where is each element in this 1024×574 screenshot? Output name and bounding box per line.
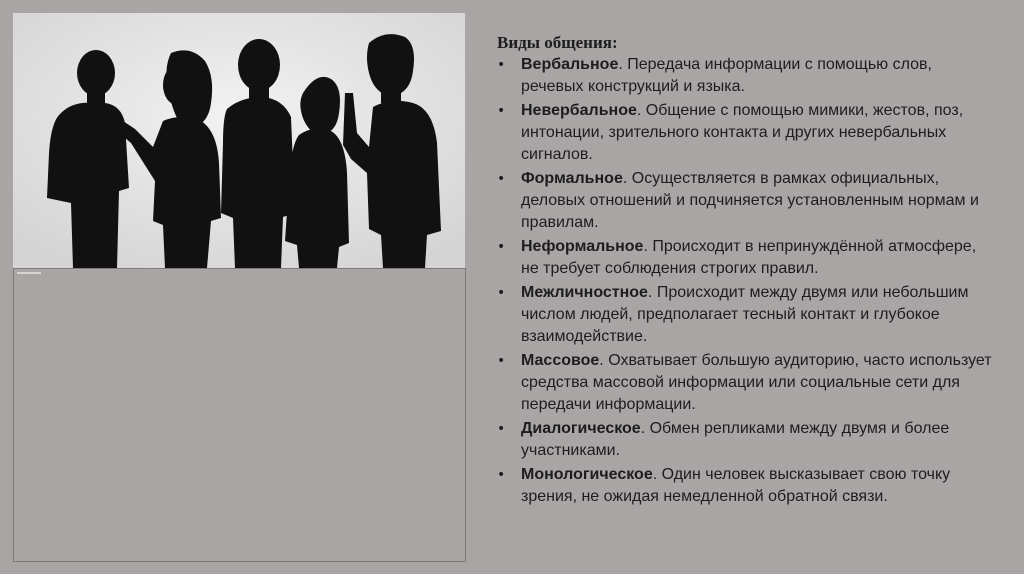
item-description: . Обмен репликами между двумя и более участниками. xyxy=(521,420,950,459)
item-term: Вербальное xyxy=(521,56,619,73)
empty-image-placeholder xyxy=(13,268,466,562)
bullet-icon: • xyxy=(497,171,506,187)
item-description: . Осуществляется в рамках официальных, деловых отношений и подчиняется установленным нормам и правилам. xyxy=(521,170,979,231)
item-description: . Происходит в непринуждённой атмосфере, не требует соблюдения строгих правил. xyxy=(521,238,977,277)
bullet-icon: • xyxy=(497,285,506,301)
item-description: . Один человек высказывает свою точку зрения, не ожидая немедленной обратной связи. xyxy=(521,466,951,505)
bullet-icon: • xyxy=(497,467,506,483)
item-term: Межличностное xyxy=(521,284,648,301)
silhouettes-illustration xyxy=(13,13,465,268)
types-list xyxy=(497,54,997,508)
list-item-informal xyxy=(497,236,997,280)
item-description: . Передача информации с помощью слов, речевых конструкций и языка. xyxy=(521,56,932,95)
people-silhouettes-photo xyxy=(13,13,465,268)
item-term: Монологическое xyxy=(521,466,653,483)
item-description: . Происходит между двумя или небольшим числом людей, предполагает тесный контакт и глубокое взаимодействие. xyxy=(521,284,969,345)
bullet-icon: • xyxy=(497,353,506,369)
placeholder-caption-mark xyxy=(17,272,41,274)
item-term: Массовое xyxy=(521,352,600,369)
list-item-dialogic xyxy=(497,418,997,462)
communication-types-text xyxy=(497,33,997,510)
item-term: Невербальное xyxy=(521,102,637,119)
slide-heading: Виды общения: xyxy=(497,33,618,52)
list-item-monologic xyxy=(497,464,997,508)
item-description: . Охватывает большую аудиторию, часто использует средства массовой информации или социальные сети для передачи информации. xyxy=(521,352,992,413)
item-term: Диалогическое xyxy=(521,420,641,437)
item-description: . Общение с помощью мимики, жестов, поз, интонации, зрительного контакта и других невербальных сигналов. xyxy=(521,102,964,163)
list-item-nonverbal xyxy=(497,100,997,166)
bullet-icon: • xyxy=(497,421,506,437)
list-item-formal xyxy=(497,168,997,234)
list-item-mass xyxy=(497,350,997,416)
bullet-icon: • xyxy=(497,57,506,73)
list-item-interpersonal xyxy=(497,282,997,348)
item-term: Формальное xyxy=(521,170,623,187)
bullet-icon: • xyxy=(497,103,506,119)
bullet-icon: • xyxy=(497,239,506,255)
list-item-verbal xyxy=(497,54,997,98)
item-term: Неформальное xyxy=(521,238,644,255)
